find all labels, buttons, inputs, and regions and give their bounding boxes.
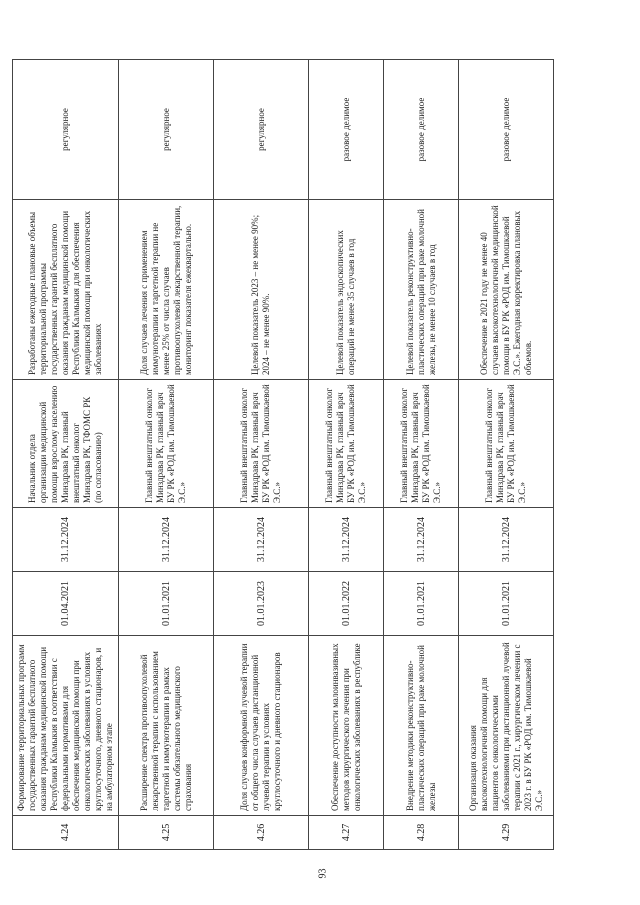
- periodicity-cell: разовое делимое: [309, 60, 384, 200]
- result-cell: Разработаны ежегодные плановые объемы территориальной программы государственных гарантий бесплатного оказания гражданам медицинской помощи Республики Калмыкия для обеспечения медицинской помощи при онкологических заболеваниях: [13, 200, 119, 380]
- measure-title-cell: Доля случаев конформной лучевой терапии от общего числа случаев дистанционной лучевой терапии в условиях круглосуточного и дневного стационаров: [214, 636, 309, 816]
- measure-title-cell: Формирование территориальных программ государственных гарантий бесплатного оказания гражданам медицинской помощи Республики Калмыкия в соответствии с федеральными нормативами для обеспечения медицинской помощи при онкологических заболеваниях в условиях круглосуточного, дневного стационаров, и на амбулаторном этапе: [13, 636, 119, 816]
- table-row: [119, 60, 214, 850]
- responsible-cell: Начальник отдела организации медицинской помощи взрослому населению Минздрава РК, главный внештатный онколог Минздрава РК, ТФОМС РК (по согласованию): [13, 380, 119, 508]
- end-date-cell: 31.12.2024: [459, 508, 554, 572]
- measure-title-cell: Внедрение методики реконструктивно-пластических операций при раке молочной железы: [384, 636, 459, 816]
- periodicity-cell: регулярное: [214, 60, 309, 200]
- start-date-cell: 01.01.2022: [309, 572, 384, 636]
- periodicity-cell: регулярное: [119, 60, 214, 200]
- table-row: [384, 60, 459, 850]
- result-cell: Целевой показатель 2023 – не менее 90%; 2024 – не менее 90%.: [214, 200, 309, 380]
- row-number-cell: 4.28: [384, 816, 459, 850]
- responsible-cell: Главный внештатный онколог Минздрава РК, главный врач БУ РК «РОД им. Тимошкаевой Э.С.»: [384, 380, 459, 508]
- rotated-table-page: [12, 60, 567, 850]
- page-number: 93: [317, 868, 329, 879]
- periodicity-cell: разовое делимое: [459, 60, 554, 200]
- result-cell: Доля случаев лечения с применением иммунотерапии и таргетной терапии не менее 25% от числа случаев противоопухолевой лекарственной терапии, мониторинг показателя ежеквартально.: [119, 200, 214, 380]
- start-date-cell: 01.04.2021: [13, 572, 119, 636]
- result-cell: Обеспечение в 2021 году не менее 40 случаев высокотехнологичной медицинской помощи в БУ РК «РОД им. Тимошкаевой Э.С.». Ежегодная корректировка плановых объемов.: [459, 200, 554, 380]
- responsible-cell: Главный внештатный онколог Минздрава РК, главный врач БУ РК «РОД им. Тимошкаевой Э.С.»: [459, 380, 554, 508]
- measure-title-cell: Расширение спектра противоопухолевой лекарственной терапии с использованием таргетной и иммунотерапии в рамках системы обязательного медицинского страхования: [119, 636, 214, 816]
- row-number-cell: 4.26: [214, 816, 309, 850]
- periodicity-cell: разовое делимое: [384, 60, 459, 200]
- result-cell: Целевой показатель реконструктивно-пластических операций при раке молочной железы, не менее 10 случаев в год: [384, 200, 459, 380]
- responsible-cell: Главный внештатный онколог Минздрава РК, главный врач БУ РК «РОД им. Тимошкаевой Э.С.»: [119, 380, 214, 508]
- table-row: [214, 60, 309, 850]
- end-date-cell: 31.12.2024: [384, 508, 459, 572]
- row-number-cell: 4.25: [119, 816, 214, 850]
- row-number-cell: 4.24: [13, 816, 119, 850]
- end-date-cell: 31.12.2024: [309, 508, 384, 572]
- start-date-cell: 01.01.2023: [214, 572, 309, 636]
- table-row: [13, 60, 119, 850]
- start-date-cell: 01.01.2021: [119, 572, 214, 636]
- measure-title-cell: Обеспечение доступности малоинвазивных методов хирургического лечения при онкологических заболеваниях в республике: [309, 636, 384, 816]
- measures-table: [12, 59, 554, 850]
- responsible-cell: Главный внештатный онколог Минздрава РК, главный врач БУ РК «РОД им. Тимошкаевой Э.С.»: [309, 380, 384, 508]
- start-date-cell: 01.01.2021: [384, 572, 459, 636]
- row-number-cell: 4.27: [309, 816, 384, 850]
- table-row: [309, 60, 384, 850]
- end-date-cell: 31.12.2024: [119, 508, 214, 572]
- periodicity-cell: регулярное: [13, 60, 119, 200]
- row-number-cell: 4.29: [459, 816, 554, 850]
- responsible-cell: Главный внештатный онколог Минздрава РК, главный врач БУ РК «РОД им. Тимошкаевой Э.С.»: [214, 380, 309, 508]
- end-date-cell: 31.12.2024: [214, 508, 309, 572]
- result-cell: Целевой показатель эндоскопических операций не менее 35 случаев в год: [309, 200, 384, 380]
- start-date-cell: 01.01.2021: [459, 572, 554, 636]
- measure-title-cell: Организация оказания высокотехнологичной помощи для пациентов с онкологическими заболеваниями при дистанционной лучевой терапии с 2021 г., хирургическом лечении с 2023 г. в БУ РК «РОД им. Тимошкаевой Э.С.»: [459, 636, 554, 816]
- table-row: [459, 60, 554, 850]
- end-date-cell: 31.12.2024: [13, 508, 119, 572]
